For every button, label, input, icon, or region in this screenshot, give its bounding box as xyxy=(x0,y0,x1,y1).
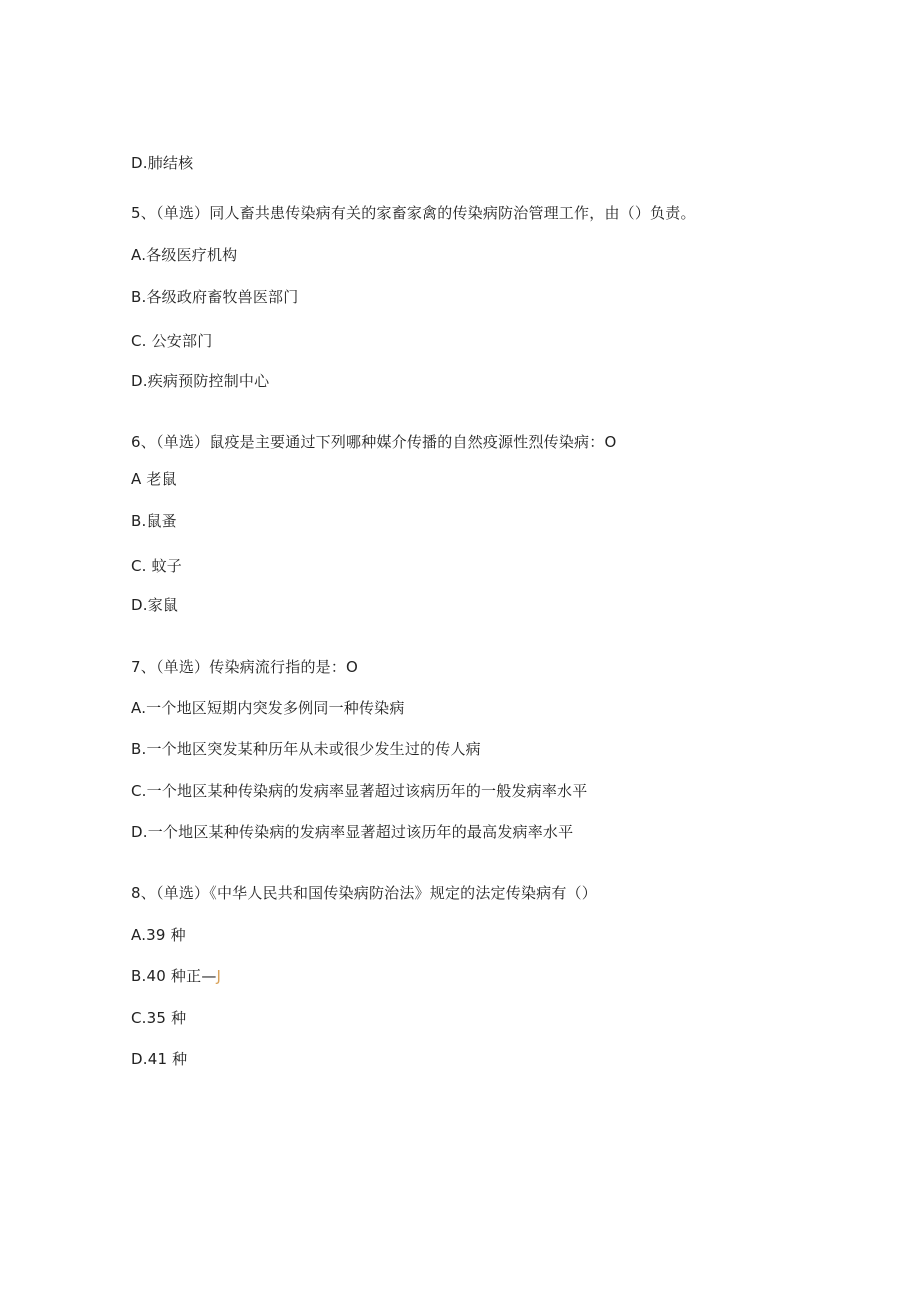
question-6: 6、（单选）鼠疫是主要通过下列哪种媒介传播的自然疫源性烈传染病：O xyxy=(131,433,617,451)
q5-option-b: B.各级政府畜牧兽医部门 xyxy=(131,288,299,306)
option-d-prev: D.肺结核 xyxy=(131,154,194,172)
q5-option-c: C. 公安部门 xyxy=(131,332,213,350)
q7-option-a: A.一个地区短期内突发多例同一种传染病 xyxy=(131,699,405,717)
q7-option-c: C.一个地区某种传染病的发病率显著超过该病历年的一般发病率水平 xyxy=(131,782,588,800)
q5-option-d: D.疾病预防控制中心 xyxy=(131,372,270,390)
q8-option-c: C.35 种 xyxy=(131,1009,187,1027)
q8-option-b xyxy=(131,966,221,986)
q8-option-a: A.39 种 xyxy=(131,926,186,944)
q7-option-b: B.一个地区突发某种历年从未或很少发生过的传人病 xyxy=(131,740,481,758)
question-7: 7、（单选）传染病流行指的是：O xyxy=(131,658,359,676)
q5-option-a: A.各级医疗机构 xyxy=(131,246,238,264)
q8-option-b-text: B.40 种正— xyxy=(131,967,217,985)
q6-option-a: A 老鼠 xyxy=(131,470,177,488)
question-8: 8、（单选）《中华人民共和国传染病防治法》规定的法定传染病有（） xyxy=(131,884,597,902)
q6-option-c: C. 蚊子 xyxy=(131,557,183,575)
question-5: 5、（单选）同人畜共患传染病有关的家畜家禽的传染病防治管理工作，由（）负责。 xyxy=(131,204,696,222)
q6-option-d: D.家鼠 xyxy=(131,596,179,614)
q7-option-d: D.一个地区某种传染病的发病率显著超过该历年的最高发病率水平 xyxy=(131,823,574,841)
q8-option-d: D.41 种 xyxy=(131,1050,188,1068)
q8-option-b-mark: J xyxy=(216,967,222,985)
q6-option-b: B.鼠蚤 xyxy=(131,512,177,530)
